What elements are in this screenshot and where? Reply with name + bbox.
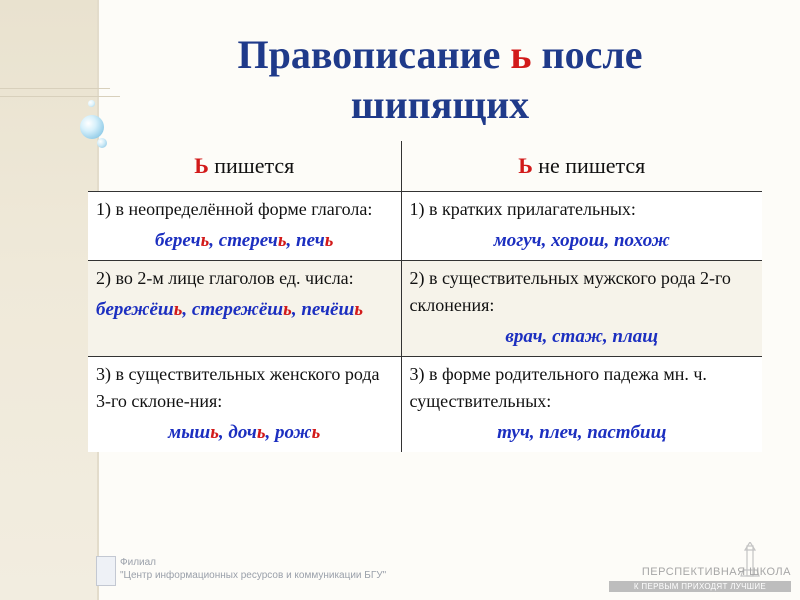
header-written: Ь пишется (88, 141, 401, 192)
branch-logo-icon (96, 556, 116, 586)
school-slogan: К ПЕРВЫМ ПРИХОДЯТ ЛУЧШИЕ (609, 581, 791, 592)
rule-examples: туч, плеч, пастбищ (497, 422, 667, 443)
slide-title: Правописание ь после шипящих (237, 32, 643, 127)
rule-cell-not-written (401, 357, 762, 453)
footer-branch (96, 552, 416, 592)
rule-text: 1) в кратких прилагательных: (409, 199, 636, 219)
table-row (88, 261, 762, 357)
decor-line (0, 96, 120, 97)
table-row (88, 357, 762, 453)
rule-examples: врач, стаж, плащ (505, 326, 659, 347)
rule-cell-not-written (401, 192, 762, 261)
rule-text: 2) во 2-м лице глаголов ед. числа: (96, 268, 354, 288)
title-soft-sign: ь (510, 32, 532, 77)
decor-line (0, 88, 110, 89)
rules-table (88, 141, 762, 452)
footer-branch-text: Филиал "Центр информационных ресурсов и коммуникации БГУ" (120, 557, 387, 581)
rule-examples: мышь, дочь, рожь (168, 422, 321, 443)
rule-text: 1) в неопределённой форме глаголa: (96, 199, 373, 219)
rule-text: 3) в существительных женского рода 3-го склоне-ния: (96, 364, 380, 411)
rule-cell-written (88, 192, 401, 261)
footer-school-logo (605, 540, 795, 595)
rule-cell-written (88, 357, 401, 453)
left-decor-band (0, 0, 97, 600)
rule-cell-written (88, 261, 401, 357)
rule-text: 3) в форме родительного падежа мн. ч. существительных: (409, 364, 707, 411)
header-not-written: Ь не пишется (401, 141, 762, 192)
rule-text: 2) в существительных мужского рода 2-го склонения: (409, 268, 731, 315)
table-header (88, 141, 762, 192)
rule-cell-not-written (401, 261, 762, 357)
table-row (88, 192, 762, 261)
bubble-icon (80, 115, 104, 139)
rule-examples: беречь, стеречь, печь (155, 230, 334, 251)
school-name: ПЕРСПЕКТИВНАЯ ШКОЛА (641, 566, 791, 578)
rule-examples: могуч, хорош, похож (493, 230, 670, 251)
rule-examples: бережёшь, стережёшь, печёшь (96, 299, 363, 320)
bubble-icon (88, 100, 95, 107)
